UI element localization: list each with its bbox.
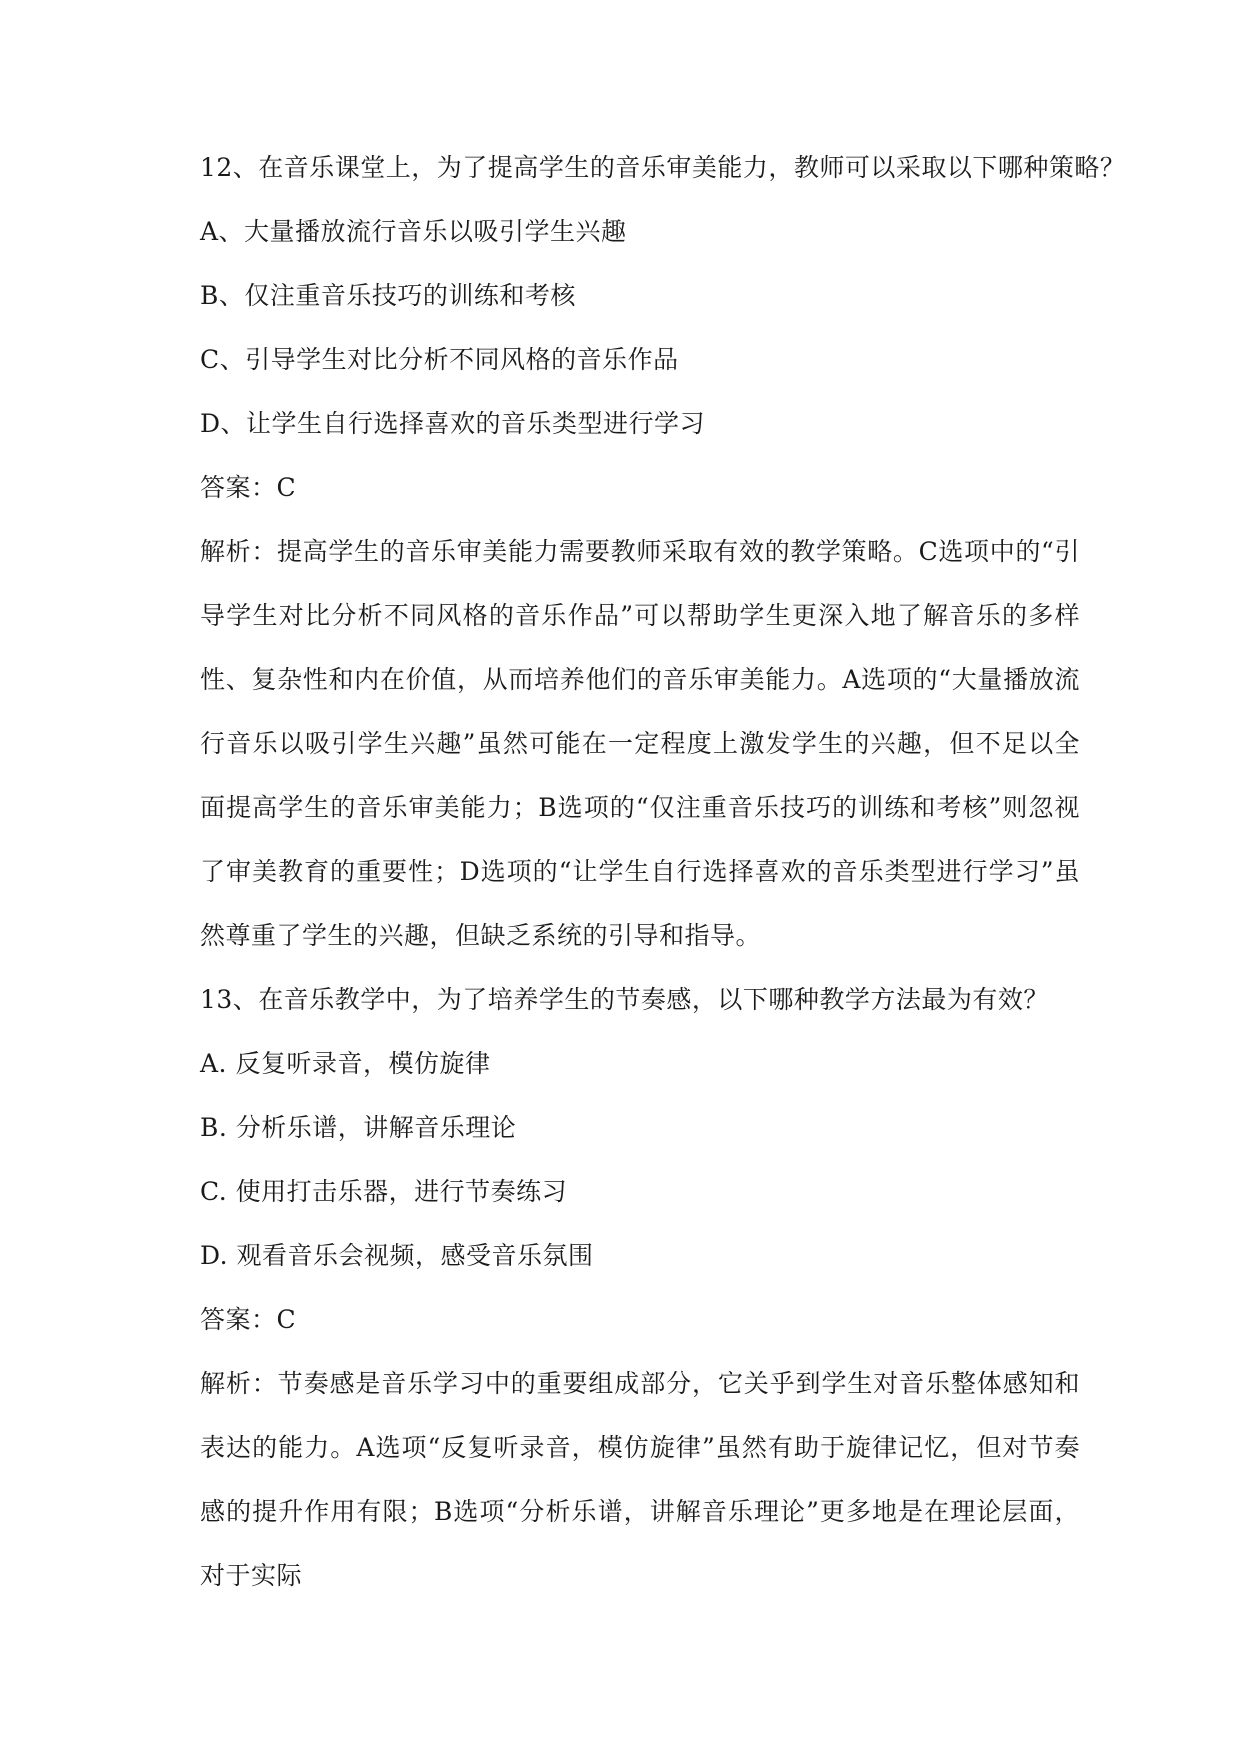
question-stem: 12、在音乐课堂上，为了提高学生的音乐审美能力，教师可以采取以下哪种策略？ xyxy=(200,153,1126,182)
question-13 xyxy=(200,968,1080,1608)
option-a: A. 反复听录音，模仿旋律 xyxy=(200,1049,491,1078)
question-12 xyxy=(200,136,1126,968)
option-c: C、引导学生对比分析不同风格的音乐作品 xyxy=(200,345,679,374)
option-c: C. 使用打击乐器，进行节奏练习 xyxy=(200,1177,568,1206)
option-d: D、让学生自行选择喜欢的音乐类型进行学习 xyxy=(200,409,706,438)
analysis: 解析：提高学生的音乐审美能力需要教师采取有效的教学策略。C选项中的“引导学生对比分析不同风格的音乐作品”可以帮助学生更深入地了解音乐的多样性、复杂性和内在价值，从而培养他们的音乐审美能力。A选项的“大量播放流行音乐以吸引学生兴趣”虽然可能在一定程度上激发学生的兴趣，但不足以全面提高学生的音乐审美能力；B选项的“仅注重音乐技巧的训练和考核”则忽视了审美教育的重要性；D选项的“让学生自行选择喜欢的音乐类型进行学习”虽然尊重了学生的兴趣，但缺乏系统的引导和指导。 xyxy=(200,537,1080,950)
answer: 答案：C xyxy=(200,473,297,502)
document-page xyxy=(200,136,1126,1608)
analysis: 解析：节奏感是音乐学习中的重要组成部分，它关乎到学生对音乐整体感知和表达的能力。A选项“反复听录音，模仿旋律”虽然有助于旋律记忆，但对节奏感的提升作用有限；B选项“分析乐谱，讲解音乐理论”更多地是在理论层面，对于实际 xyxy=(200,1369,1080,1590)
option-b: B、仅注重音乐技巧的训练和考核 xyxy=(200,281,576,310)
option-b: B. 分析乐谱，讲解音乐理论 xyxy=(200,1113,517,1142)
option-a: A、大量播放流行音乐以吸引学生兴趣 xyxy=(200,217,627,246)
answer: 答案：C xyxy=(200,1305,297,1334)
question-stem: 13、在音乐教学中，为了培养学生的节奏感，以下哪种教学方法最为有效？ xyxy=(200,985,1049,1014)
option-d: D. 观看音乐会视频，感受音乐氛围 xyxy=(200,1241,594,1270)
